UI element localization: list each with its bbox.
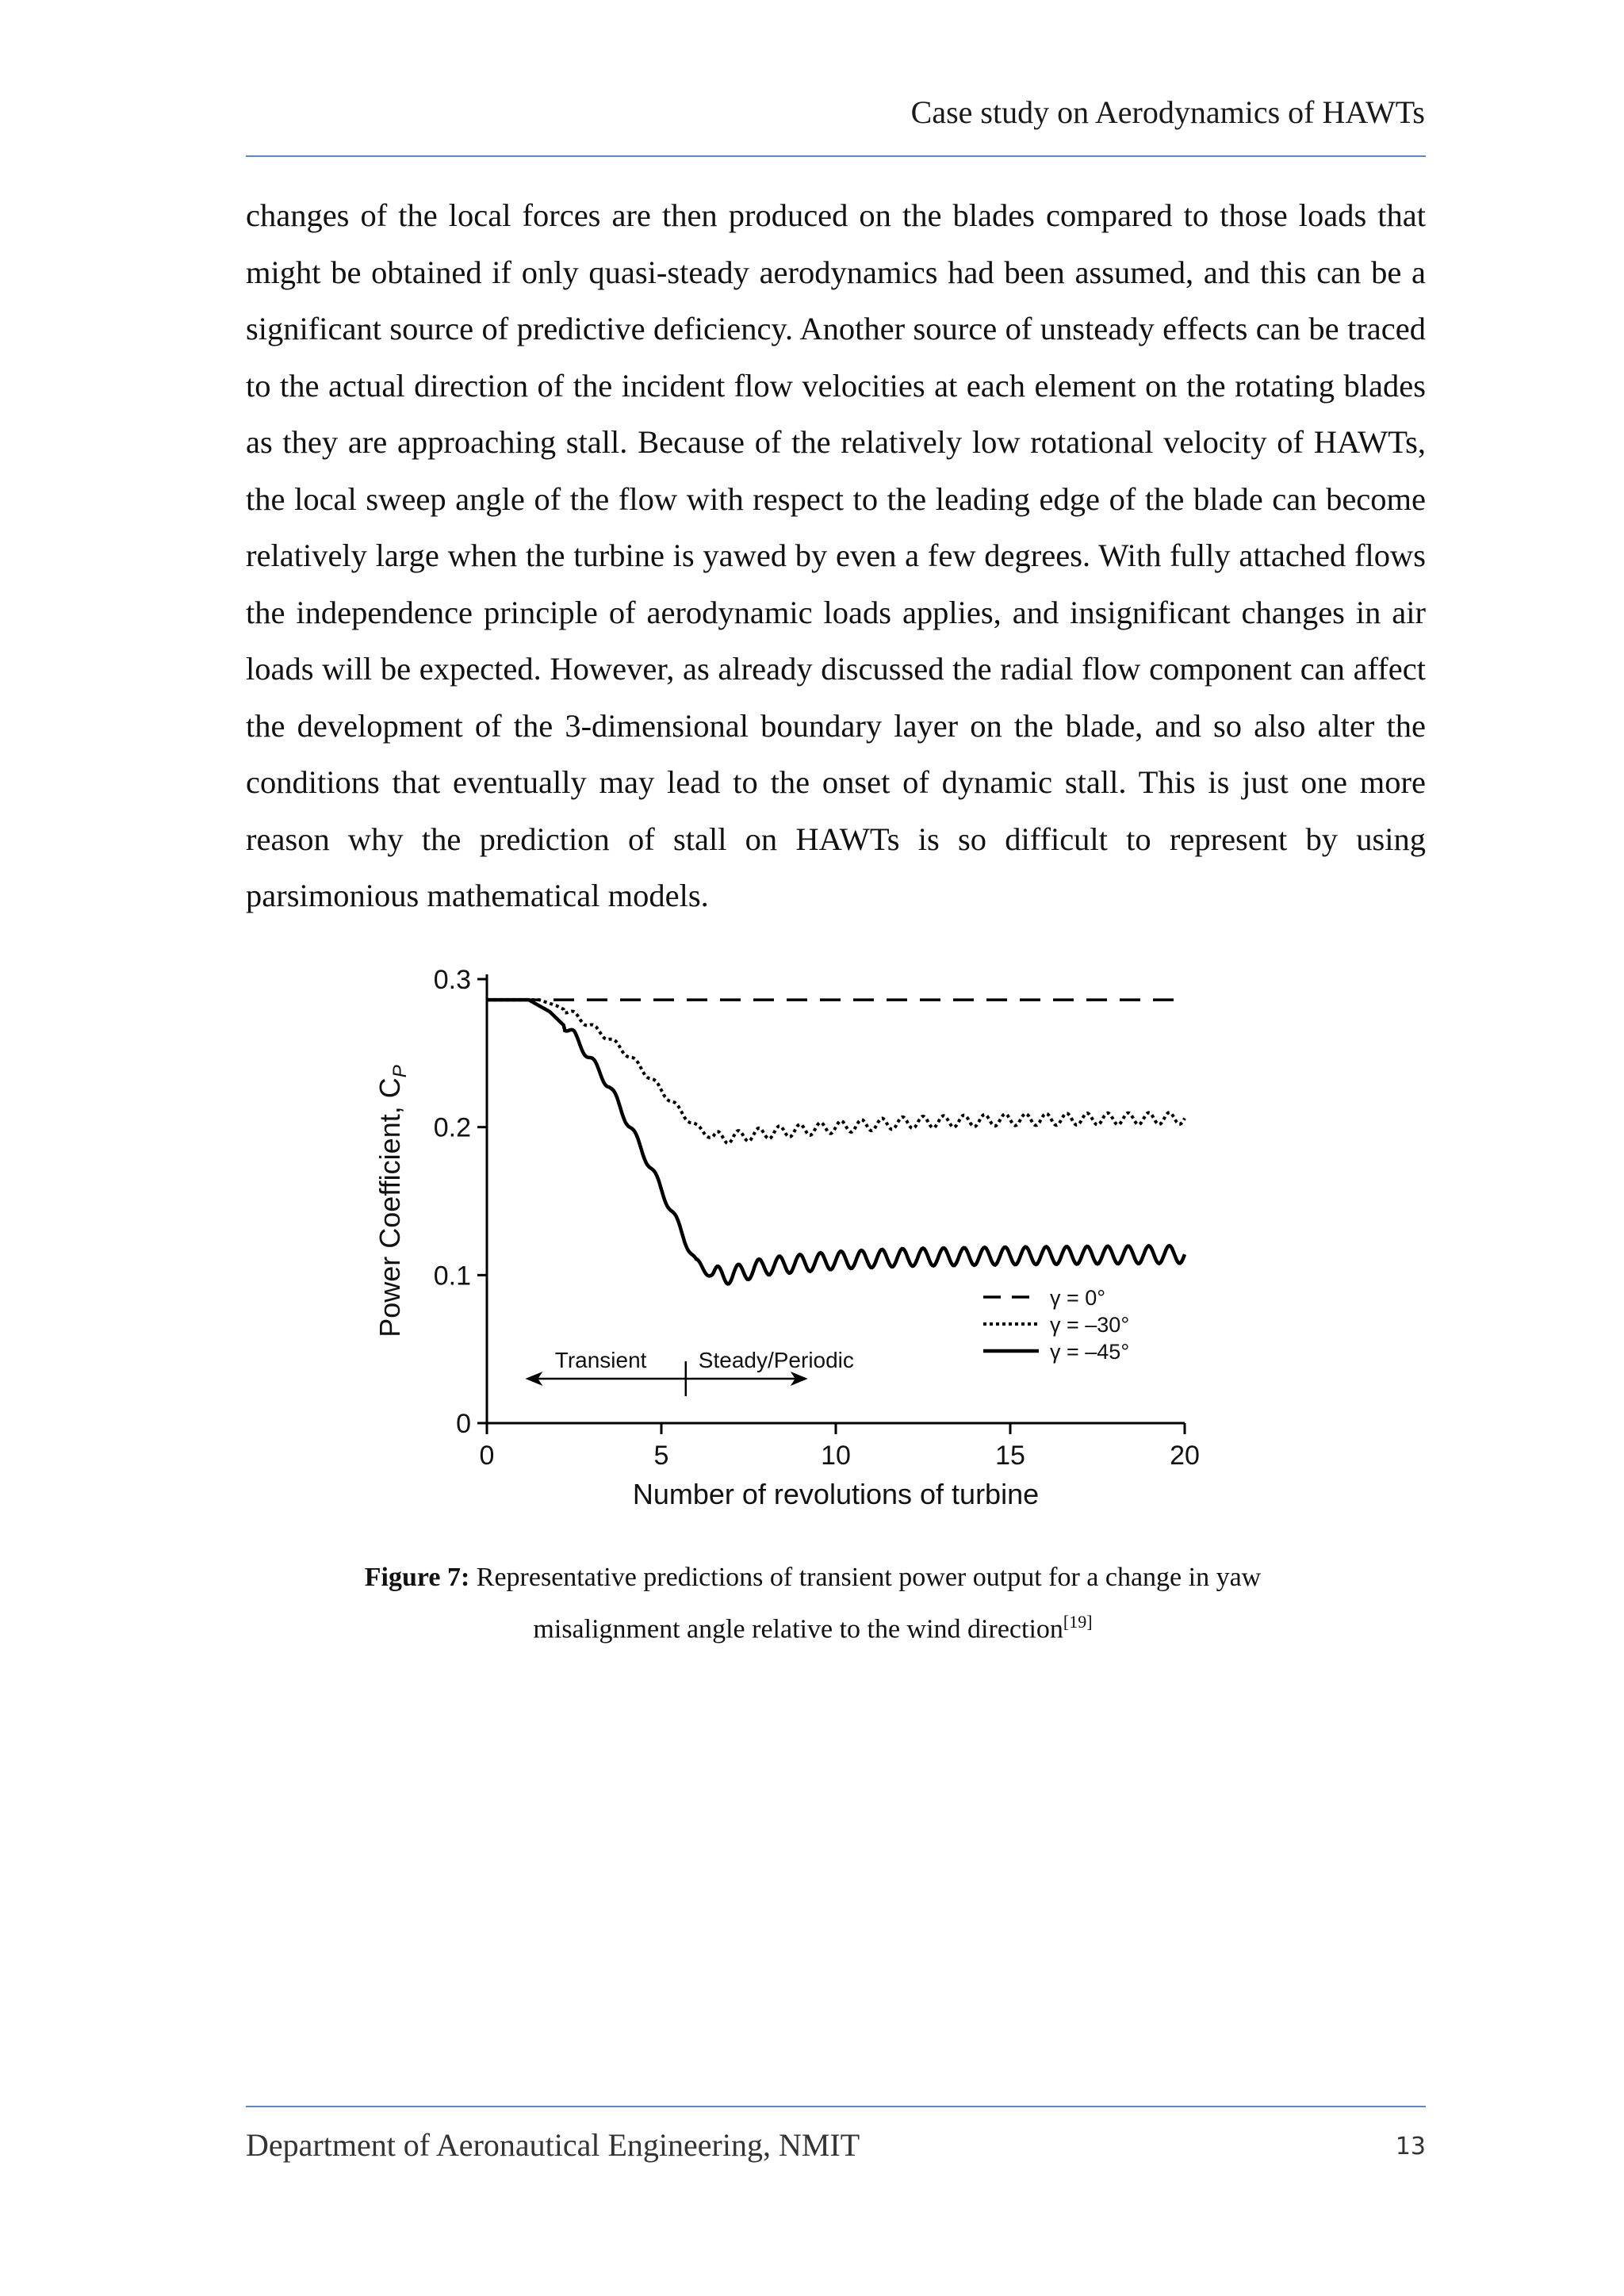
y-tick-label: 0.2 [433,1112,471,1143]
figure-caption [301,1556,1324,1651]
x-axis-label: Number of revolutions of turbine [632,1478,1040,1510]
caption-citation: [19] [1063,1612,1093,1632]
legend-label-2: γ = –45° [1050,1340,1130,1364]
chart-legend [983,1286,1129,1364]
running-header: Case study on Aerodynamics of HAWTs [910,94,1425,130]
series-line-2 [487,1000,1185,1284]
x-tick-label: 5 [653,1441,669,1471]
footer-rule [246,2106,1426,2107]
page-number: 13 [1395,2133,1426,2160]
chart-axes [373,965,1200,1510]
y-tick-label: 0.3 [433,965,471,995]
y-tick-label: 0.1 [433,1261,471,1292]
chart-annotations [525,1348,854,1396]
y-axis-label: Power Coefficient, $C_P$ [373,1065,411,1337]
footer-department: Department of Aeronautical Engineering, NMIT [246,2127,860,2163]
x-tick-label: 0 [479,1441,495,1471]
steady-periodic-label: Steady/Periodic [698,1347,854,1372]
y-tick-label: 0 [456,1409,471,1439]
figure-7 [349,939,1253,1542]
x-tick-label: 15 [995,1441,1025,1471]
body-paragraph: changes of the local forces are then produced on the blades compared to those loads that might be obtained if only quasi-steady aerodynamics had been assumed, and this can be a significant source of predictive deficiency. Another source of unsteady effects can be traced to the actual direction of the incident flow velocities at each element on the rotating blades as they are approaching stall. Because of the relatively low rotational velocity of HAWTs, the local sweep angle of the flow with respect to the leading edge of the blade can become relatively large when the turbine is yawed by even a few degrees. With fully attached flows the independence principle of aerodynamic loads applies, and insignificant changes in air loads will be expected. However, as already discussed the radial flow component can affect the development of the 3-dimensional boundary layer on the blade, and so also alter the conditions that eventually may lead to the onset of dynamic stall. This is just one more reason why the prediction of stall on HAWTs is so difficult to represent by using parsimonious mathematical models. [246,197,1426,913]
legend-label-0: γ = 0° [1050,1286,1106,1310]
chart-series [487,1000,1185,1284]
caption-text: Representative predictions of transient power output for a change in yaw misalignment angle relative to the wind direction [469,1563,1262,1644]
x-tick-label: 20 [1170,1441,1200,1471]
power-coefficient-chart [349,939,1253,1542]
legend-label-1: γ = –30° [1050,1313,1130,1337]
x-tick-label: 10 [821,1441,851,1471]
header-rule [246,155,1426,157]
series-line-1 [487,1000,1185,1143]
caption-label: Figure 7: [364,1563,470,1592]
transient-label: Transient [554,1347,647,1372]
